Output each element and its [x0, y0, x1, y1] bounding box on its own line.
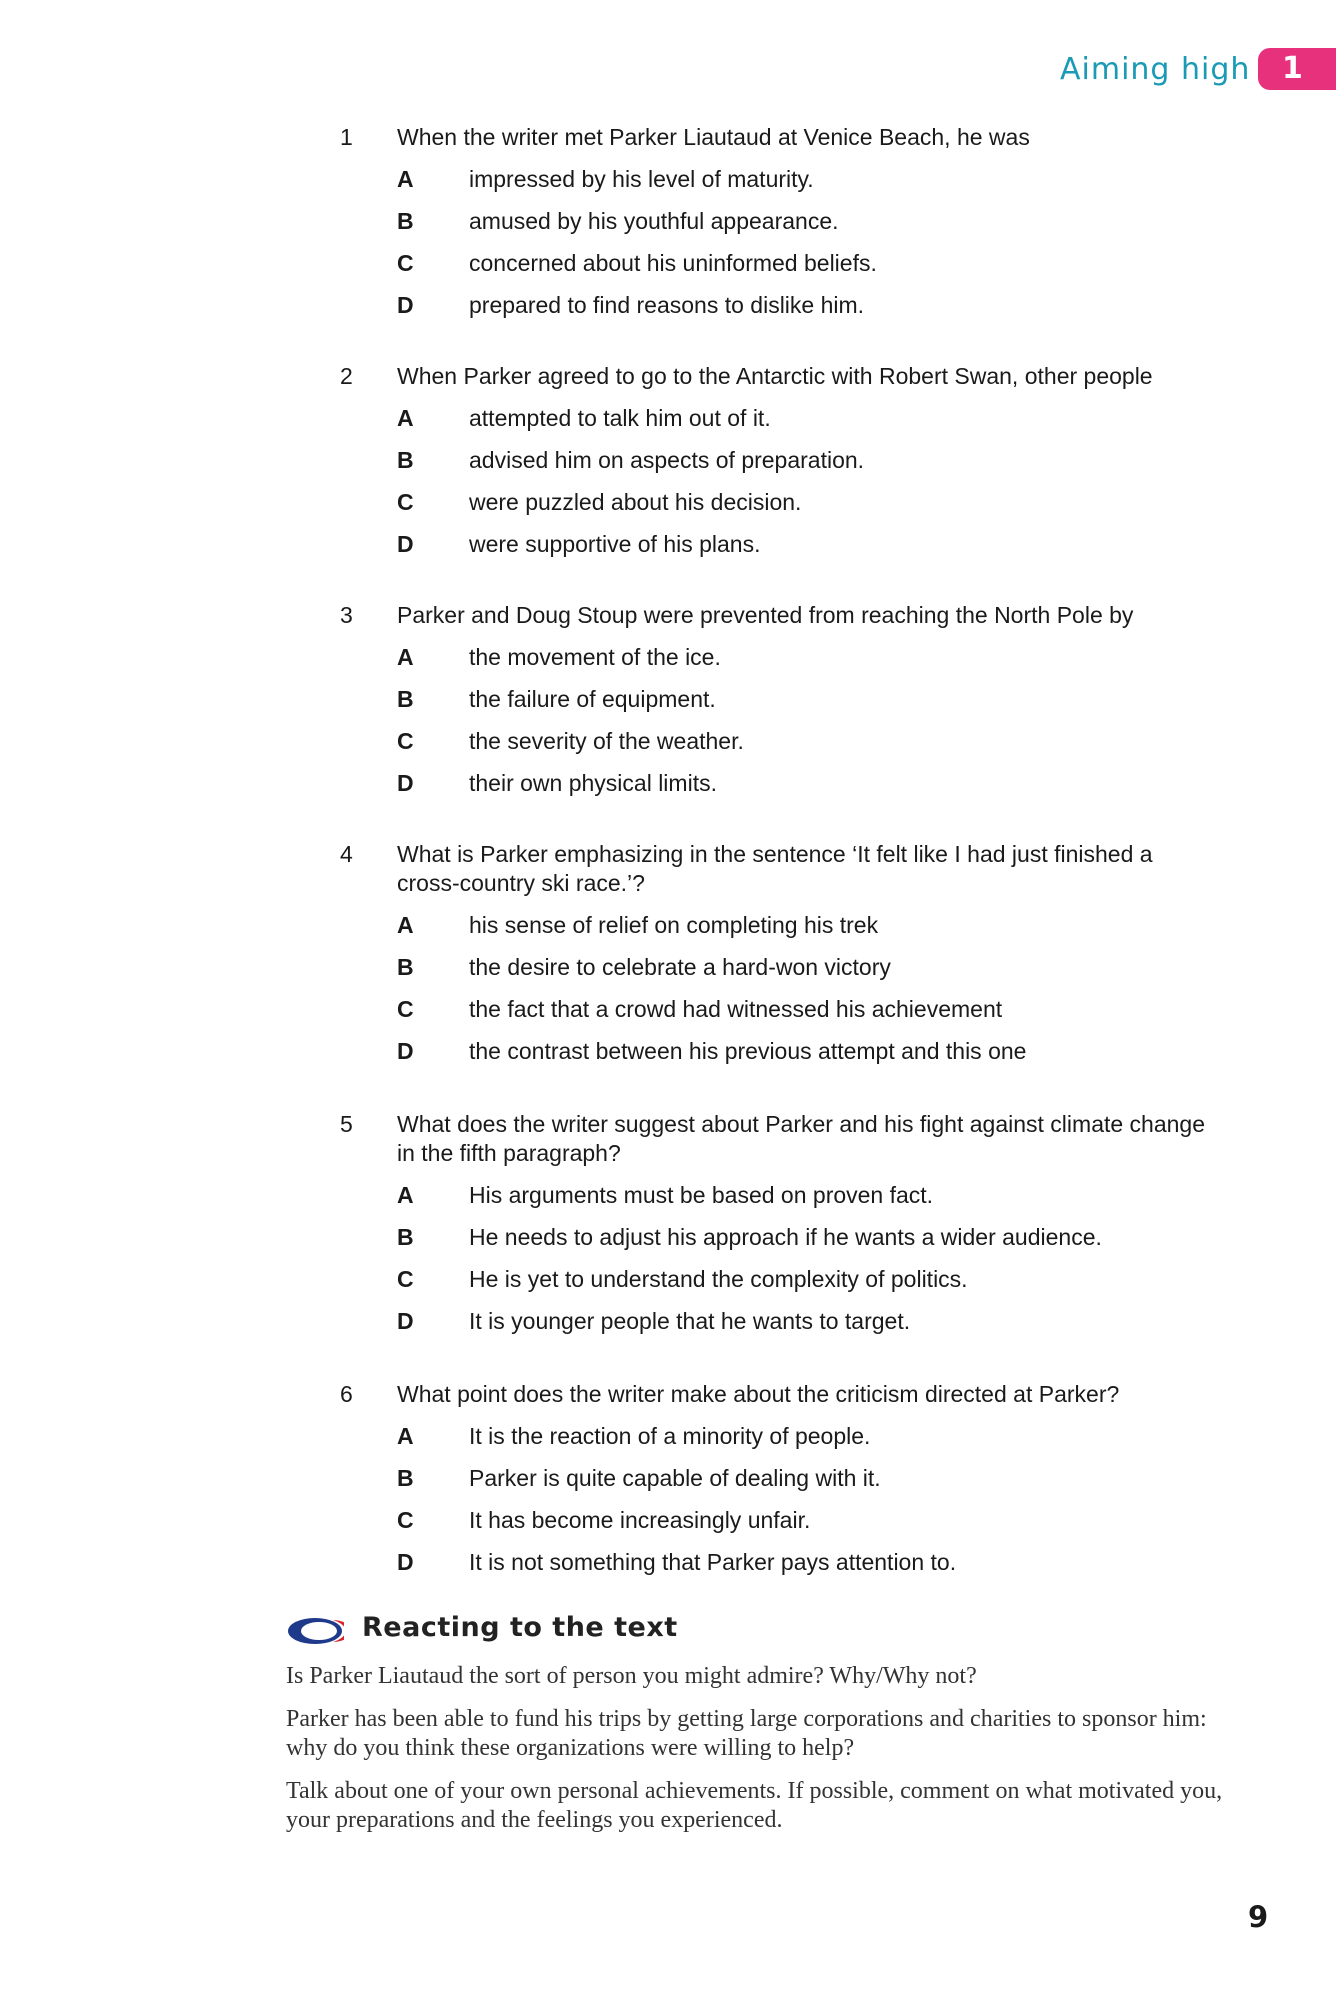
option-letter: B [397, 1465, 414, 1491]
option-text: It is younger people that he wants to target. [469, 1308, 911, 1334]
option-letter: A [397, 1423, 414, 1449]
option-c [397, 995, 1220, 1037]
option-letter: B [397, 1224, 414, 1250]
question-stem: What is Parker emphasizing in the sentence ‘It felt like I had just finished a cross-country ski race.’? [397, 841, 1153, 896]
option-text: their own physical limits. [469, 770, 717, 796]
question-number: 4 [340, 841, 353, 867]
option-letter: C [397, 1266, 414, 1292]
option-d [397, 1037, 1220, 1079]
option-text: concerned about his uninformed beliefs. [469, 250, 877, 276]
option-b [397, 1464, 1220, 1506]
option-letter: D [397, 770, 414, 796]
option-text: He is yet to understand the complexity of politics. [469, 1266, 968, 1292]
question-stem: What does the writer suggest about Parker and his fight against climate change in the fifth paragraph? [397, 1111, 1206, 1166]
option-text: the movement of the ice. [469, 644, 721, 670]
option-b [397, 953, 1220, 995]
option-a [397, 404, 1220, 446]
option-text: Parker is quite capable of dealing with it. [469, 1465, 881, 1491]
question-5 [340, 1110, 1220, 1349]
option-text: It is not something that Parker pays attention to. [469, 1549, 957, 1575]
option-b [397, 1223, 1220, 1265]
option-text: the desire to celebrate a hard-won victory [469, 954, 891, 980]
option-c [397, 249, 1220, 291]
option-letter: C [397, 489, 414, 515]
option-letter: B [397, 954, 414, 980]
speech-ring-icon [286, 1616, 344, 1646]
option-text: prepared to find reasons to dislike him. [469, 292, 865, 318]
question-number: 3 [340, 602, 353, 628]
option-letter: C [397, 996, 414, 1022]
option-text: his sense of relief on completing his trek [469, 912, 879, 938]
option-letter: D [397, 292, 414, 318]
option-b [397, 446, 1220, 488]
option-text: the severity of the weather. [469, 728, 744, 754]
option-d [397, 530, 1220, 572]
unit-number: 1 [1282, 51, 1303, 86]
option-letter: D [397, 1308, 414, 1334]
question-1 [340, 123, 1220, 333]
option-letter: A [397, 405, 414, 431]
option-letter: B [397, 686, 414, 712]
option-letter: D [397, 531, 414, 557]
question-2 [340, 362, 1220, 572]
question-6 [340, 1380, 1220, 1590]
option-c [397, 1265, 1220, 1307]
question-stem: What point does the writer make about the criticism directed at Parker? [397, 1381, 1120, 1407]
reacting-prompt-2: Parker has been able to fund his trips by getting large corporations and charities to sponsor him: why do you think these organizations were willing to help? [286, 1706, 1207, 1761]
question-3 [340, 601, 1220, 811]
option-c [397, 727, 1220, 769]
option-text: advised him on aspects of preparation. [469, 447, 865, 473]
option-d [397, 1307, 1220, 1349]
option-b [397, 685, 1220, 727]
option-letter: C [397, 250, 414, 276]
option-letter: A [397, 1182, 414, 1208]
option-letter: D [397, 1549, 414, 1575]
reacting-prompt-3: Talk about one of your own personal achievements. If possible, comment on what motivated you, your preparations and the feelings you experienced. [286, 1778, 1223, 1833]
unit-tab [1258, 48, 1336, 90]
option-text: He needs to adjust his approach if he wants a wider audience. [469, 1224, 1102, 1250]
section-title: Aiming high [1060, 52, 1251, 87]
option-d [397, 1548, 1220, 1590]
question-number: 5 [340, 1111, 353, 1137]
option-b [397, 207, 1220, 249]
option-text: the fact that a crowd had witnessed his achievement [469, 996, 1003, 1022]
option-letter: B [397, 208, 414, 234]
option-text: the contrast between his previous attempt and this one [469, 1038, 1027, 1064]
question-stem: When Parker agreed to go to the Antarctic with Robert Swan, other people [397, 363, 1153, 389]
option-letter: A [397, 644, 414, 670]
option-d [397, 291, 1220, 333]
option-d [397, 769, 1220, 811]
question-number: 2 [340, 363, 353, 389]
page-number: 9 [1248, 1900, 1269, 1934]
option-text: were supportive of his plans. [469, 531, 761, 557]
option-c [397, 488, 1220, 530]
question-number: 6 [340, 1381, 353, 1407]
option-a [397, 165, 1220, 207]
option-text: attempted to talk him out of it. [469, 405, 771, 431]
reacting-heading: Reacting to the text [362, 1612, 678, 1643]
option-letter: A [397, 166, 414, 192]
option-letter: A [397, 912, 414, 938]
option-text: His arguments must be based on proven fact. [469, 1182, 934, 1208]
question-number: 1 [340, 124, 353, 150]
option-a [397, 643, 1220, 685]
option-text: impressed by his level of maturity. [469, 166, 814, 192]
question-stem: When the writer met Parker Liautaud at Venice Beach, he was [397, 124, 1030, 150]
option-text: were puzzled about his decision. [469, 489, 802, 515]
option-text: It is the reaction of a minority of people. [469, 1423, 871, 1449]
option-text: It has become increasingly unfair. [469, 1507, 811, 1533]
option-a [397, 911, 1220, 953]
question-stem: Parker and Doug Stoup were prevented from reaching the North Pole by [397, 602, 1134, 628]
option-letter: C [397, 728, 414, 754]
option-letter: D [397, 1038, 414, 1064]
option-text: the failure of equipment. [469, 686, 716, 712]
option-a [397, 1422, 1220, 1464]
question-4 [340, 840, 1220, 1079]
reacting-prompt-1: Is Parker Liautaud the sort of person you might admire? Why/Why not? [286, 1663, 977, 1689]
option-a [397, 1181, 1220, 1223]
option-text: amused by his youthful appearance. [469, 208, 839, 234]
option-letter: C [397, 1507, 414, 1533]
option-c [397, 1506, 1220, 1548]
option-letter: B [397, 447, 414, 473]
